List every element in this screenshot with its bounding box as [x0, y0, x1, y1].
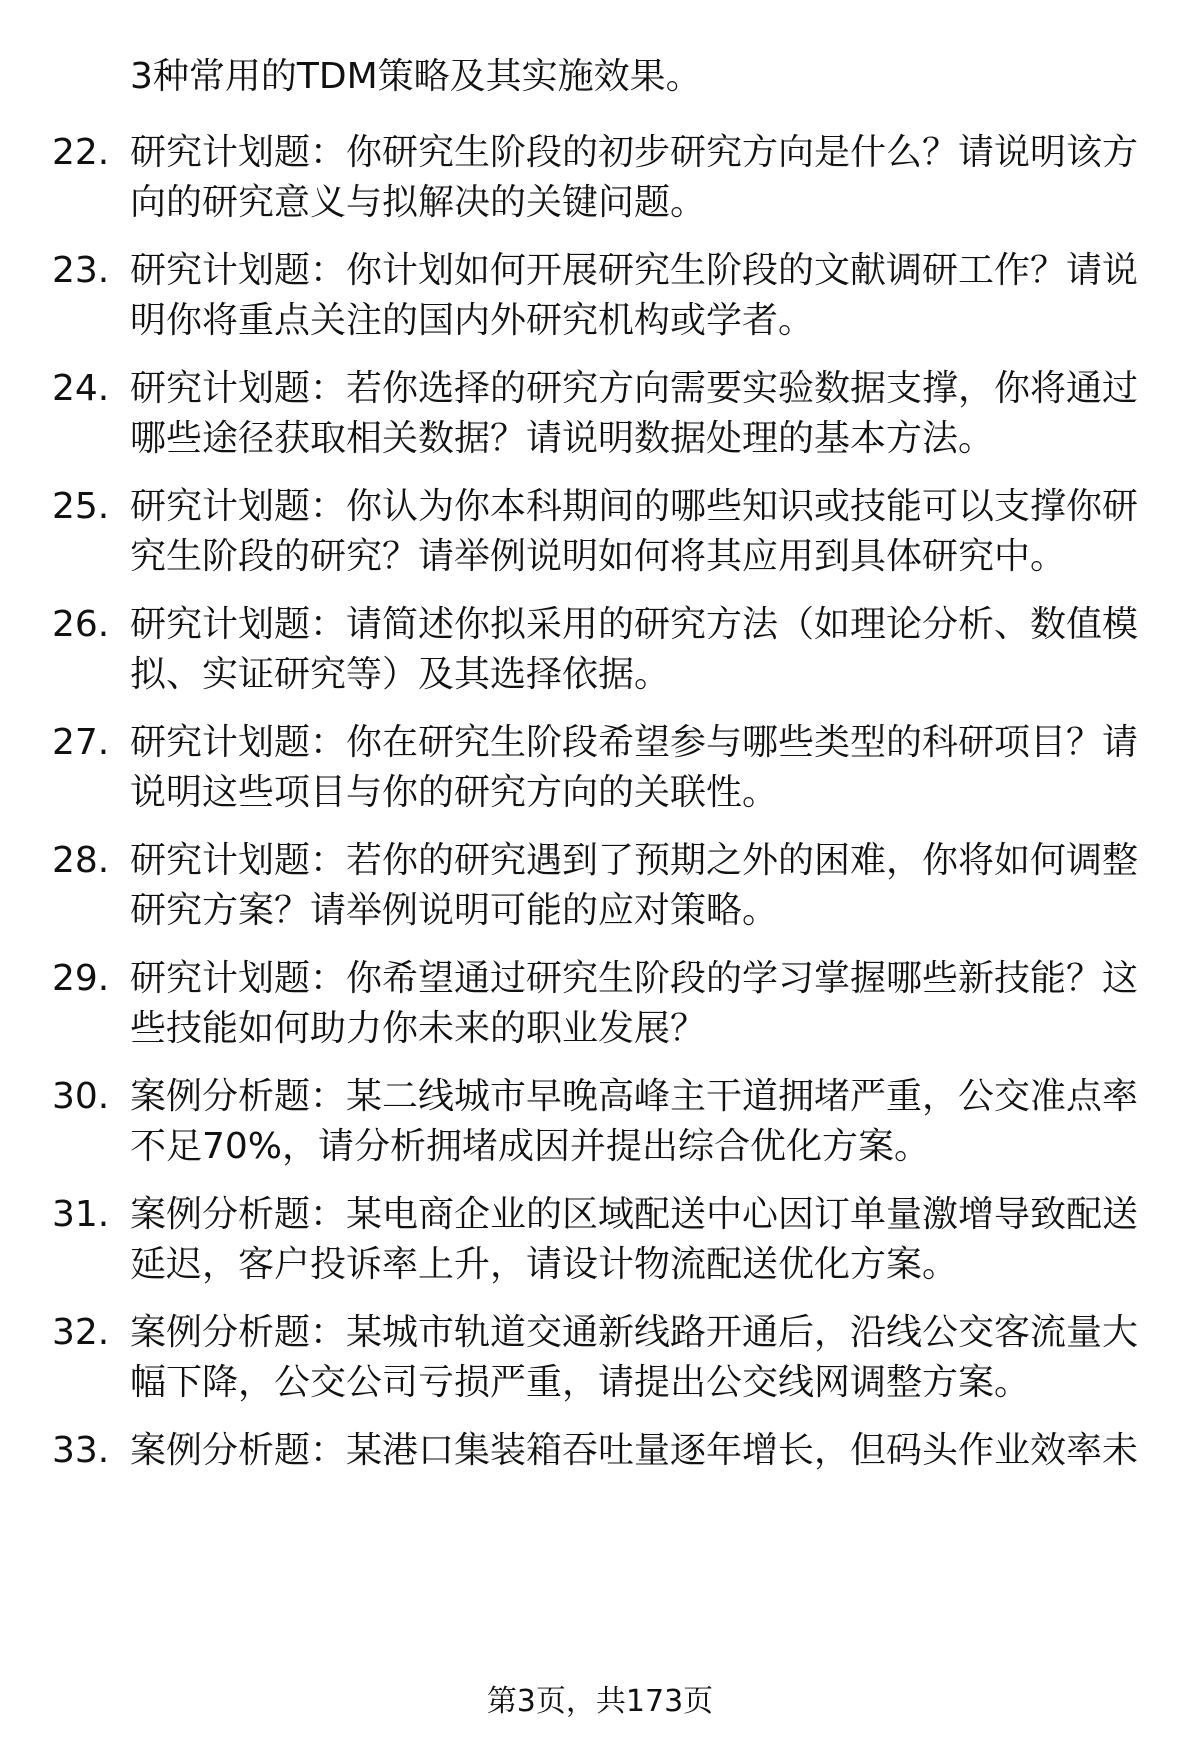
question-number: 30. — [52, 1076, 110, 1117]
question-number: 24. — [52, 368, 110, 409]
question-text: 研究计划题：你研究生阶段的初步研究方向是什么？请说明该方向的研究意义与拟解决的关键问题。 — [130, 132, 1139, 223]
question-number: 23. — [52, 250, 110, 291]
question-number: 22. — [52, 132, 110, 173]
question-text: 研究计划题：若你选择的研究方向需要实验数据支撑，你将通过哪些途径获取相关数据？请说明数据处理的基本方法。 — [130, 368, 1139, 459]
question-number: 29. — [52, 958, 110, 999]
question-number: 31. — [52, 1194, 110, 1235]
question-text: 研究计划题：你计划如何开展研究生阶段的文献调研工作？请说明你将重点关注的国内外研究机构或学者。 — [130, 250, 1139, 341]
question-number: 25. — [52, 486, 110, 527]
page-number-footer: 第3页，共173页 — [486, 1684, 714, 1719]
question-text: 研究计划题：你认为你本科期间的哪些知识或技能可以支撑你研究生阶段的研究？请举例说明如何将其应用到具体研究中。 — [130, 486, 1139, 577]
question-number: 26. — [52, 604, 110, 645]
question-text: 案例分析题：某电商企业的区域配送中心因订单量激增导致配送延迟，客户投诉率上升，请设计物流配送优化方案。 — [130, 1194, 1139, 1285]
question-text: 案例分析题：某二线城市早晚高峰主干道拥堵严重，公交准点率不足70%，请分析拥堵成因并提出综合优化方案。 — [130, 1076, 1139, 1167]
question-text: 研究计划题：请简述你拟采用的研究方法（如理论分析、数值模拟、实证研究等）及其选择依据。 — [130, 604, 1139, 695]
question-number: 33. — [52, 1430, 110, 1471]
question-text: 研究计划题：你希望通过研究生阶段的学习掌握哪些新技能？这些技能如何助力你未来的职业发展？ — [130, 958, 1139, 1049]
question-text: 研究计划题：若你的研究遇到了预期之外的困难，你将如何调整研究方案？请举例说明可能的应对策略。 — [130, 840, 1139, 931]
question-text: 案例分析题：某城市轨道交通新线路开通后，沿线公交客流量大幅下降，公交公司亏损严重，请提出公交线网调整方案。 — [130, 1312, 1139, 1403]
question-number: 27. — [52, 722, 110, 763]
question-text: 3种常用的TDM策略及其实施效果。 — [130, 56, 702, 97]
question-text: 案例分析题：某港口集装箱吞吐量逐年增长，但码头作业效率未 — [130, 1430, 1139, 1471]
question-number: 32. — [52, 1312, 110, 1353]
question-number: 28. — [52, 840, 110, 881]
question-text: 研究计划题：你在研究生阶段希望参与哪些类型的科研项目？请说明这些项目与你的研究方向的关联性。 — [130, 722, 1139, 813]
